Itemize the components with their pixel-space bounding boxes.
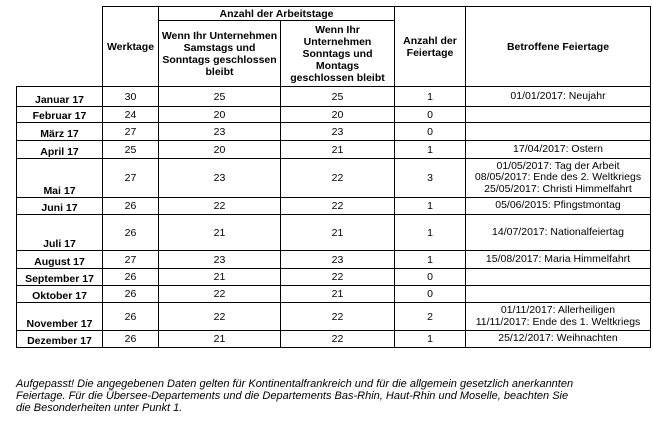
- holiday-entry: 25/05/2017: Christi Himmelfahrt: [484, 182, 632, 195]
- holidays-cell: [466, 159, 651, 198]
- table-row: [17, 198, 651, 215]
- holiday-entry: 14/07/2017: Nationalfeiertag: [492, 225, 624, 238]
- header-werktage: Werktage: [103, 7, 159, 87]
- feiertage-count-cell: 0: [395, 123, 466, 141]
- so-mo-cell: 22: [281, 303, 395, 331]
- feiertage-count-cell: 1: [395, 251, 466, 269]
- werktage-cell: 26: [103, 303, 159, 331]
- sa-so-cell: 22: [159, 303, 281, 331]
- holidays-cell: [466, 107, 651, 123]
- sa-so-cell: 22: [159, 198, 281, 215]
- corner-cell: [17, 7, 103, 87]
- holiday-entry: 05/06/2015: Pfingstmontag: [495, 199, 621, 212]
- holiday-entry: 15/08/2017: Maria Himmelfahrt: [485, 252, 631, 265]
- table-row: [17, 141, 651, 159]
- table-row: [17, 269, 651, 286]
- month-cell: Juli 17: [17, 215, 103, 251]
- month-cell: November 17: [17, 303, 103, 331]
- holiday-entry: 08/05/2017: Ende des 2. Weltkriegs: [474, 171, 642, 184]
- sa-so-cell: 23: [159, 123, 281, 141]
- holiday-entry: 17/04/2017: Ostern: [513, 142, 603, 155]
- footnote-line: Feiertage. Für die Übersee-Departements und die Departements Bas-Rhin, Haut-Rhin und Moselle, beachten Sie: [16, 390, 569, 402]
- holiday-entry: 01/05/2017: Tag der Arbeit: [496, 159, 620, 172]
- footnote-line: Aufgepasst! Die angegebenen Daten gelten für Kontinentalfrankreich und für die allgemein gesetzlich anerkannten: [16, 378, 574, 390]
- holidays-cell: [466, 303, 651, 331]
- werktage-cell: 27: [103, 123, 159, 141]
- table-row: [17, 123, 651, 141]
- holiday-entry: 01/01/2017: Neujahr: [510, 89, 606, 102]
- month-cell: September 17: [17, 269, 103, 286]
- holidays-cell: [466, 198, 651, 215]
- table-row: [17, 159, 651, 198]
- holidays-cell: [466, 87, 651, 107]
- header-feiertage-names: Betroffene Feiertage: [466, 7, 651, 87]
- month-cell: April 17: [17, 141, 103, 159]
- feiertage-count-cell: 0: [395, 286, 466, 303]
- month-cell: März 17: [17, 123, 103, 141]
- feiertage-count-cell: 1: [395, 87, 466, 107]
- month-cell: Oktober 17: [17, 286, 103, 303]
- so-mo-cell: 21: [281, 215, 395, 251]
- so-mo-cell: 22: [281, 269, 395, 286]
- feiertage-count-cell: 2: [395, 303, 466, 331]
- holidays-cell: [466, 269, 651, 286]
- holidays-cell: [466, 331, 651, 348]
- werktage-cell: 26: [103, 198, 159, 215]
- table-body: [17, 87, 651, 348]
- holiday-entry: 01/11/2017: Allerheiligen: [500, 304, 616, 316]
- so-mo-cell: 21: [281, 286, 395, 303]
- so-mo-cell: 22: [281, 331, 395, 348]
- footnote: [16, 378, 636, 414]
- header-sa-so: Wenn Ihr Unternehmen Samstags und Sonntags geschlossen bleibt: [159, 21, 281, 87]
- holidays-cell: [466, 251, 651, 269]
- so-mo-cell: 22: [281, 159, 395, 198]
- working-days-table: [16, 6, 651, 348]
- holiday-entry: 25/12/2017: Weihnachten: [498, 332, 618, 345]
- sa-so-cell: 21: [159, 215, 281, 251]
- werktage-cell: 25: [103, 141, 159, 159]
- month-cell: August 17: [17, 251, 103, 269]
- table-row: [17, 87, 651, 107]
- header-so-mo: Wenn Ihr Unternehmen Sonntags und Montags geschlossen bleibt: [281, 21, 395, 87]
- holidays-cell: [466, 123, 651, 141]
- werktage-cell: 26: [103, 269, 159, 286]
- sa-so-cell: 20: [159, 141, 281, 159]
- sa-so-cell: 25: [159, 87, 281, 107]
- month-cell: Dezember 17: [17, 331, 103, 348]
- so-mo-cell: 20: [281, 107, 395, 123]
- werktage-cell: 26: [103, 215, 159, 251]
- holiday-entry: 11/11/2017: Ende des 1. Weltkriegs: [475, 315, 641, 328]
- holidays-cell: [466, 141, 651, 159]
- sa-so-cell: 23: [159, 251, 281, 269]
- so-mo-cell: 22: [281, 198, 395, 215]
- month-cell: Februar 17: [17, 107, 103, 123]
- sa-so-cell: 23: [159, 159, 281, 198]
- so-mo-cell: 25: [281, 87, 395, 107]
- holidays-cell: [466, 286, 651, 303]
- werktage-cell: 30: [103, 87, 159, 107]
- werktage-cell: 27: [103, 159, 159, 198]
- feiertage-count-cell: 1: [395, 198, 466, 215]
- feiertage-count-cell: 1: [395, 215, 466, 251]
- table-row: [17, 303, 651, 331]
- header-feiertage-count: Anzahl der Feiertage: [395, 7, 466, 87]
- sa-so-cell: 21: [159, 331, 281, 348]
- so-mo-cell: 21: [281, 141, 395, 159]
- feiertage-count-cell: 0: [395, 107, 466, 123]
- month-cell: Juni 17: [17, 198, 103, 215]
- table-row: [17, 215, 651, 251]
- header-arbeitstage-group: Anzahl der Arbeitstage: [159, 7, 395, 21]
- werktage-cell: 24: [103, 107, 159, 123]
- werktage-cell: 27: [103, 251, 159, 269]
- table-row: [17, 107, 651, 123]
- so-mo-cell: 23: [281, 123, 395, 141]
- table-row: [17, 251, 651, 269]
- holidays-cell: [466, 215, 651, 251]
- feiertage-count-cell: 3: [395, 159, 466, 198]
- so-mo-cell: 23: [281, 251, 395, 269]
- sa-so-cell: 20: [159, 107, 281, 123]
- table-row: [17, 286, 651, 303]
- feiertage-count-cell: 0: [395, 269, 466, 286]
- footnote-line: die Besonderheiten unter Punkt 1.: [16, 402, 183, 414]
- month-cell: Mai 17: [17, 159, 103, 198]
- werktage-cell: 26: [103, 286, 159, 303]
- werktage-cell: 26: [103, 331, 159, 348]
- feiertage-count-cell: 1: [395, 331, 466, 348]
- table-row: [17, 331, 651, 348]
- month-cell: Januar 17: [17, 87, 103, 107]
- sa-so-cell: 21: [159, 269, 281, 286]
- feiertage-count-cell: 1: [395, 141, 466, 159]
- sa-so-cell: 22: [159, 286, 281, 303]
